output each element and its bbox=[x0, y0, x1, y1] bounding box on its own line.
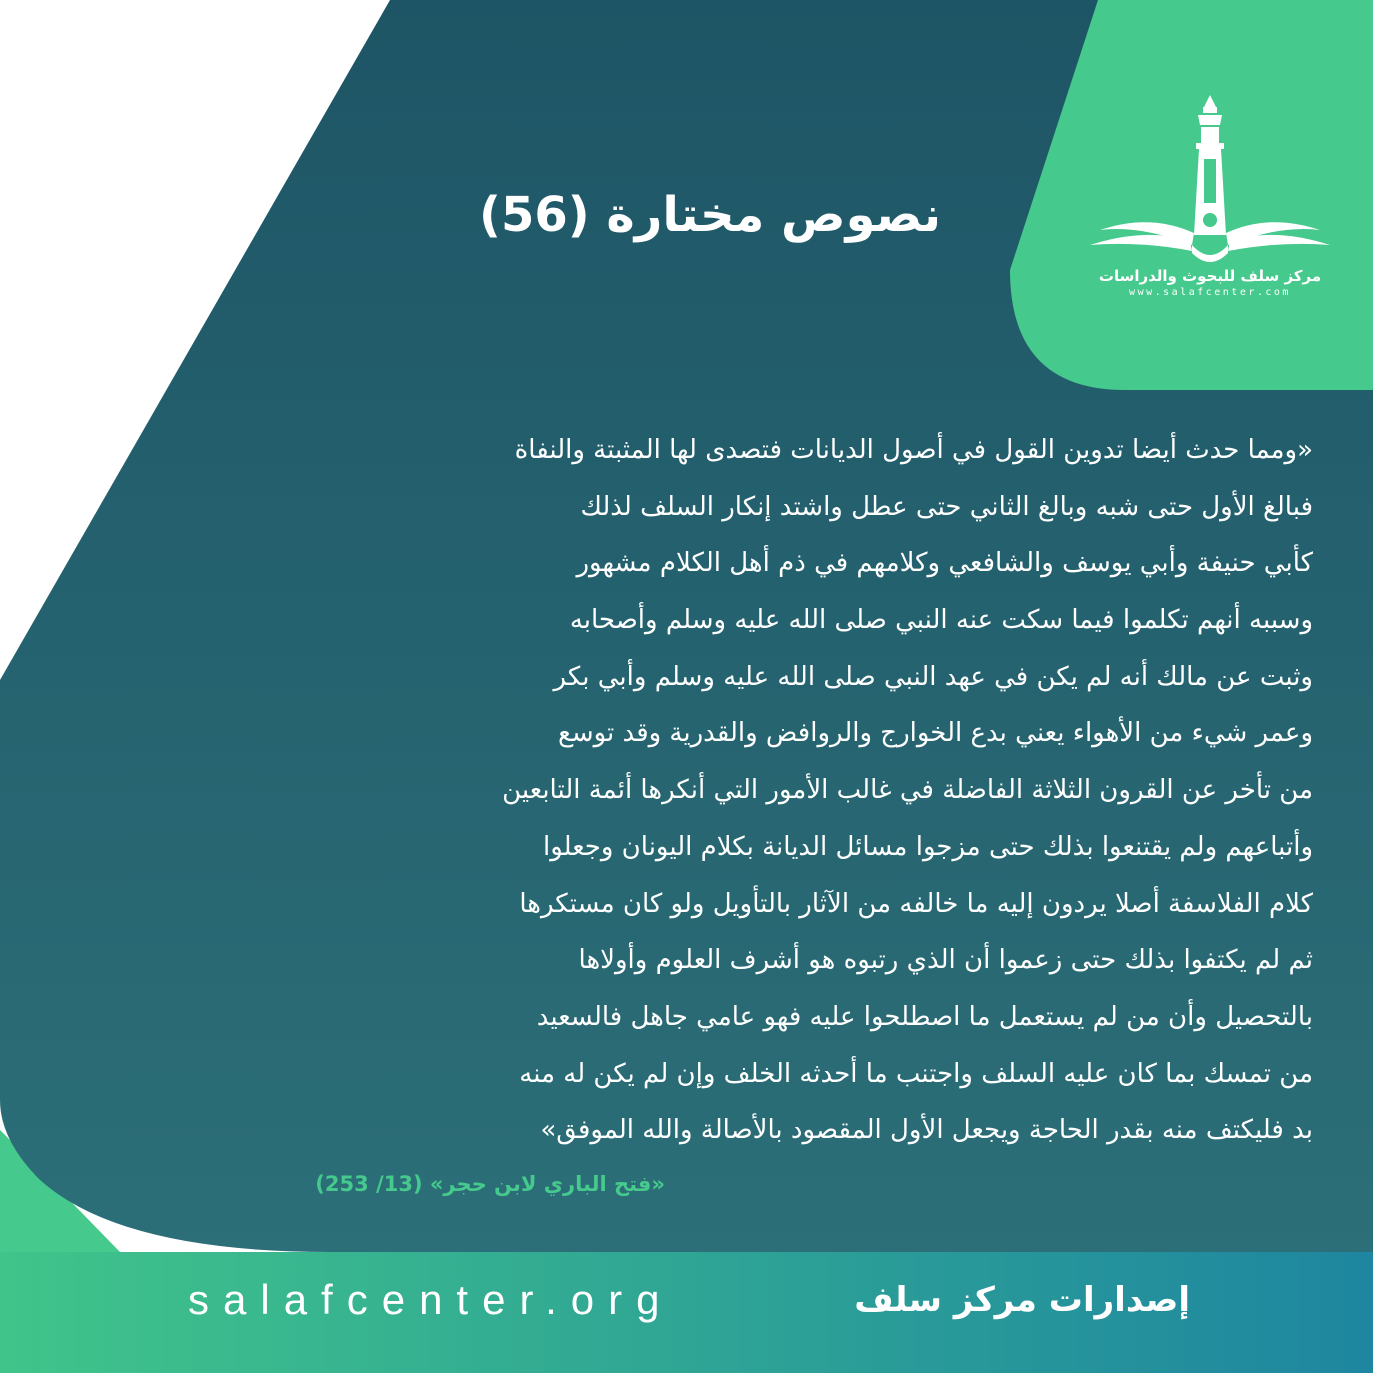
quote-line: من تمسك بما كان عليه السلف واجتنب ما أحدثه الخلف وإن لم يكن له منه bbox=[519, 1058, 1313, 1089]
quote-line: فبالغ الأول حتى شبه وبالغ الثاني حتى عطل واشتد إنكار السلف لذلك bbox=[580, 491, 1313, 522]
logo-name: مركز سلف للبحوث والدراسات bbox=[1098, 267, 1322, 285]
quote-line: وسببه أنهم تكلموا فيما سكت عنه النبي صلى الله عليه وسلم وأصحابه bbox=[569, 605, 1313, 636]
quote-text bbox=[245, 422, 1313, 1159]
quote-line: كلام الفلاسفة أصلا يردون إليه ما خالفه من الآثار بالتأويل ولو كان مستكرها bbox=[519, 888, 1313, 919]
quote-line: من تأخر عن القرون الثلاثة الفاضلة في غالب الأمور التي أنكرها أئمة التابعين bbox=[502, 775, 1313, 806]
source-citation: «فتح الباري لابن حجر» (13/ 253) bbox=[315, 1172, 665, 1196]
quote-line: «ومما حدث أيضا تدوين القول في أصول الديانات فتصدى لها المثبتة والنفاة bbox=[514, 435, 1313, 465]
footer-url[interactable]: salafcenter.org bbox=[188, 1276, 674, 1323]
logo-url: www.salafcenter.com bbox=[1129, 287, 1291, 298]
quote-line: بد فليكتف منه بقدر الحاجة ويجعل الأول المقصود بالأصالة والله الموفق» bbox=[540, 1115, 1313, 1146]
logo bbox=[1070, 85, 1350, 315]
quote-line: وثبت عن مالك أنه لم يكن في عهد النبي صلى الله عليه وسلم وأبي بكر bbox=[553, 661, 1313, 692]
quote-line: وعمر شيء من الأهواء يعني بدع الخوارج والروافض والقدرية وقد توسع bbox=[557, 718, 1313, 749]
page-title: نصوص مختارة (56) bbox=[479, 187, 941, 243]
quote-line: كأبي حنيفة وأبي يوسف والشافعي وكلامهم في ذم أهل الكلام مشهور bbox=[576, 548, 1313, 579]
footer-publisher: إصدارات مركز سلف bbox=[854, 1280, 1190, 1320]
quote-line: وأتباعهم ولم يقتنعوا بذلك حتى مزجوا مسائل الديانة بكلام اليونان وجعلوا bbox=[542, 831, 1313, 862]
minaret-pen-book-icon bbox=[1080, 85, 1340, 265]
quote-line: ثم لم يكتفوا بذلك حتى زعموا أن الذي رتبوه هو أشرف العلوم وأولاها bbox=[578, 945, 1313, 976]
quote-line: بالتحصيل وأن من لم يستعمل ما اصطلحوا عليه فهو عامي جاهل فالسعيد bbox=[536, 1001, 1313, 1032]
